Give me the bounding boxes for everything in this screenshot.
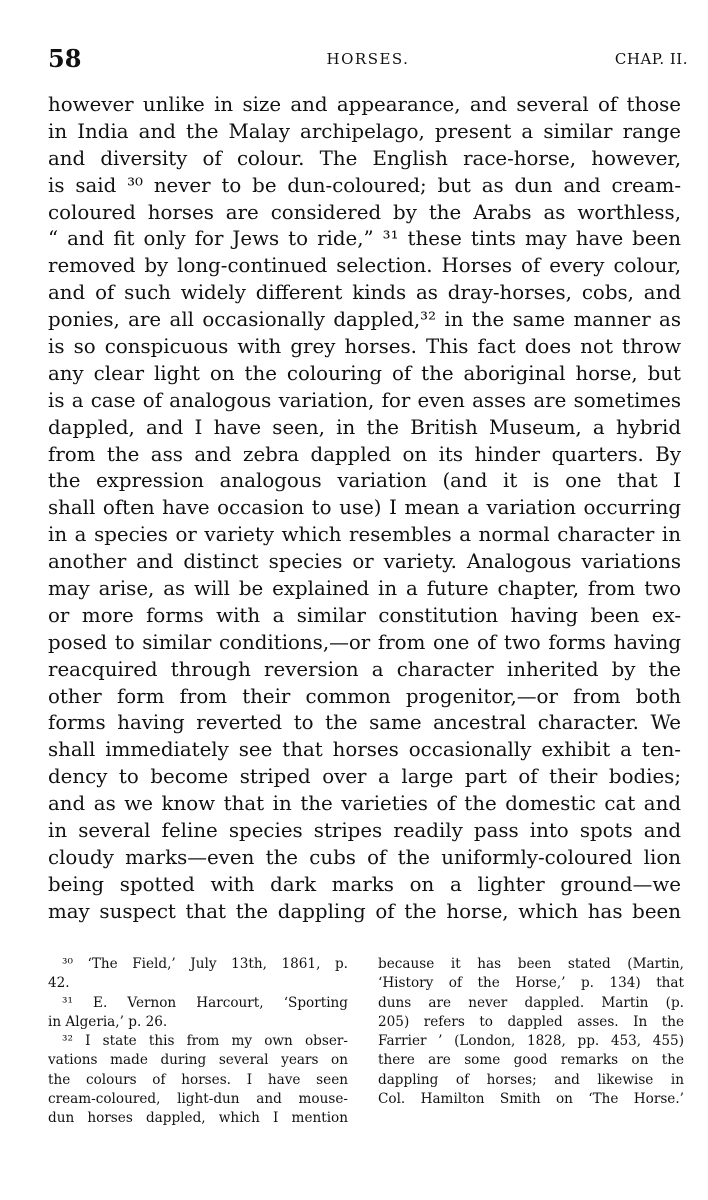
running-title: HORSES.: [326, 50, 410, 68]
running-head: [48, 44, 688, 74]
footnotes-left-column: [48, 955, 348, 1129]
footnote-line: ³⁰ ‘The Field,’ July 13th, 1861, p.: [62, 956, 348, 972]
footnote-line: dappling of horses; and likewise in: [378, 1071, 684, 1088]
body-line: from the ass and zebra dappled on its hinder quarters. By: [48, 442, 681, 466]
body-line: and of such widely different kinds as dray-horses, cobs, and: [48, 281, 681, 305]
footnote-line: ‘History of the Horse,’ p. 134) that: [378, 975, 684, 992]
footnote-line: dun horses dappled, which I mention: [48, 1110, 348, 1127]
body-line: “ and fit only for Jews to ride,” ³¹ these tints may have been: [48, 227, 681, 251]
footnote-line: cream-coloured, light-dun and mouse-: [48, 1091, 348, 1108]
body-line: and diversity of colour. The English race-horse, however,: [48, 146, 681, 170]
footnote-line: Farrier ’ (London, 1828, pp. 453, 455): [378, 1033, 684, 1050]
body-line: other form from their common progenitor,—or from both: [48, 684, 681, 708]
body-line: dappled, and I have seen, in the British Museum, a hybrid: [48, 415, 681, 439]
footnotes: [48, 955, 684, 1140]
body-line: coloured horses are considered by the Arabs as worthless,: [48, 200, 681, 224]
chapter-label: CHAP. II.: [614, 50, 688, 68]
body-line: another and distinct species or variety. Analogous variations: [48, 550, 681, 574]
footnote-line: the colours of horses. I have seen: [48, 1071, 348, 1088]
body-line: is so conspicuous with grey horses. This fact does not throw: [48, 335, 681, 359]
body-line: cloudy marks—even the cubs of the uniformly-coloured lion: [48, 845, 681, 869]
body-line: and as we know that in the varieties of the domestic cat and: [48, 792, 681, 816]
body-line: shall often have occasion to use) I mean a variation occurring: [48, 496, 681, 520]
footnote-line: ³² I state this from my own obser-: [62, 1033, 348, 1050]
body-line: is a case of analogous variation, for even asses are sometimes: [48, 388, 681, 412]
body-line: may suspect that the dappling of the horse, which has been: [48, 899, 681, 923]
footnote-line: vations made during several years on: [48, 1052, 348, 1069]
body-text: [48, 92, 681, 926]
body-line: reacquired through reversion a character inherited by the: [48, 657, 681, 681]
body-line: may arise, as will be explained in a future chapter, from two: [48, 577, 681, 601]
footnote-line: duns are never dappled. Martin (p.: [378, 994, 684, 1011]
body-line: is said ³⁰ never to be dun-coloured; but as dun and cream-: [48, 173, 681, 197]
body-line: or more forms with a similar constitution having been ex-: [48, 603, 681, 627]
body-line: however unlike in size and appearance, and several of those: [48, 93, 681, 116]
body-line: shall immediately see that horses occasionally exhibit a ten-: [48, 738, 681, 762]
footnote-line: 205) refers to dappled asses. In the: [378, 1013, 684, 1030]
page-number: 58: [48, 44, 82, 73]
body-line: posed to similar conditions,—or from one of two forms having: [48, 630, 681, 654]
body-line: in several feline species stripes readily pass into spots and: [48, 819, 681, 843]
footnote-line: there are some good remarks on the: [378, 1052, 684, 1069]
body-line: removed by long-continued selection. Horses of every colour,: [48, 254, 681, 278]
footnote-line: 42.: [48, 975, 70, 992]
body-line: in India and the Malay archipelago, present a similar range: [48, 119, 681, 143]
body-line: the expression analogous variation (and it is one that I: [48, 469, 681, 493]
footnote-line: in Algeria,’ p. 26.: [48, 1013, 168, 1030]
body-line: being spotted with dark marks on a lighter ground—we: [48, 872, 681, 896]
footnote-line: because it has been stated (Martin,: [378, 956, 684, 972]
footnotes-right-column: [378, 955, 684, 1109]
body-line: in a species or variety which resembles a normal character in: [48, 523, 681, 547]
body-line: dency to become striped over a large part of their bodies;: [48, 765, 681, 789]
body-line: any clear light on the colouring of the aboriginal horse, but: [48, 361, 681, 385]
footnote-line: Col. Hamilton Smith on ‘The Horse.’: [378, 1091, 684, 1108]
footnote-line: ³¹ E. Vernon Harcourt, ‘Sporting: [62, 994, 348, 1011]
body-line: forms having reverted to the same ancestral character. We: [48, 711, 681, 735]
body-line: ponies, are all occasionally dappled,³² in the same manner as: [48, 308, 681, 332]
